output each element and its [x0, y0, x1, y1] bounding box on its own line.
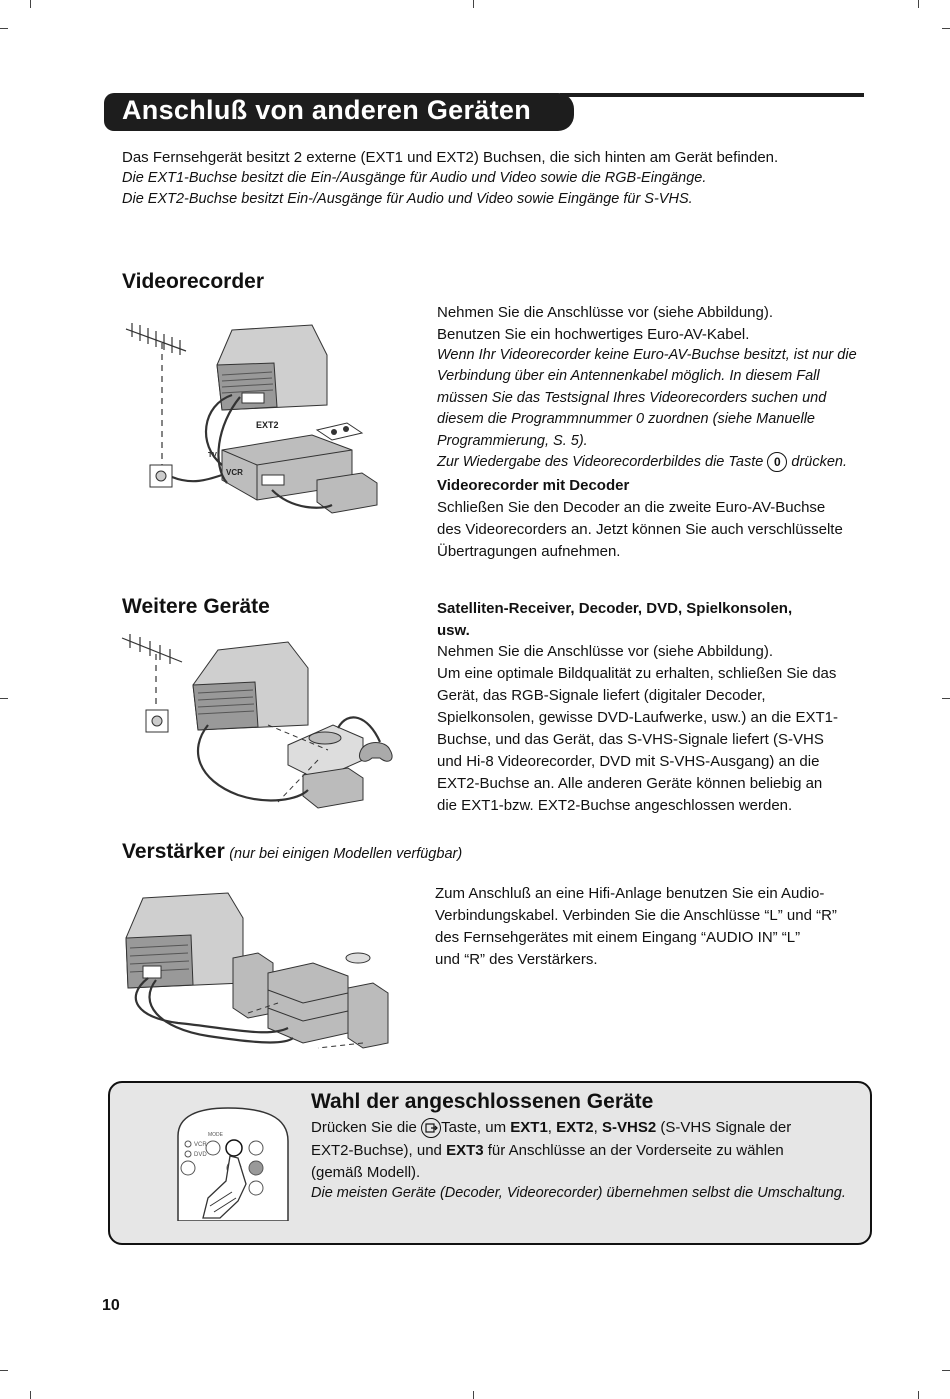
amp-l3: des Fernsehgerätes mit einem Eingang “AUDIO IN” “L”: [435, 929, 801, 946]
zero-key-icon: 0: [767, 452, 787, 472]
crop-mark: [942, 698, 950, 699]
vcr-s1: Schließen Sie den Decoder an die zweite Euro-AV-Buchse: [437, 499, 826, 516]
remote-dvd-label: DVD: [194, 1152, 207, 1158]
page-number: 10: [102, 1297, 120, 1314]
page-title: Anschluß von anderen Geräten: [122, 95, 531, 125]
other-l8: die EXT1-bzw. EXT2-Buchse angeschlossen werden.: [437, 797, 793, 814]
intro-line-3: Die EXT2-Buchse besitzt Ein-/Ausgänge für Audio und Video sowie Eingänge für S-VHS.: [122, 191, 693, 207]
vcr-i3: müssen Sie das Testsignal Ihres Videorecorders suchen und: [437, 390, 827, 406]
crop-mark: [30, 0, 31, 8]
amplifier-illustration: [118, 888, 398, 1058]
remote-control-illustration: [168, 1106, 298, 1221]
vcr-heading: Videorecorder: [122, 270, 265, 293]
other-sub-2: usw.: [437, 622, 470, 639]
crop-mark: [0, 1370, 8, 1371]
amp-heading-row: [122, 840, 462, 865]
remote-vcr-label: VCR: [194, 1142, 207, 1148]
select-l1c: (S-VHS Signale der: [660, 1119, 792, 1136]
vcr-s2: des Videorecorders an. Jetzt können Sie auch verschlüsselte: [437, 521, 843, 538]
remote-mode-label: MODE: [208, 1132, 223, 1138]
crop-mark: [918, 0, 919, 8]
select-l1b: Taste, um: [441, 1119, 507, 1136]
amp-l2: Verbindungskabel. Verbinden Sie die Anschlüsse “L” und “R”: [435, 907, 837, 924]
vcr-s3: Übertragungen aufnehmen.: [437, 543, 621, 560]
title-rule: [560, 93, 864, 97]
vcr-i4: diesem die Programmnummer 0 zuordnen (siehe Manuelle: [437, 411, 815, 427]
ext3-label: EXT3: [446, 1142, 484, 1159]
ext2-label: EXT2: [556, 1119, 594, 1136]
select-l1a: Drücken Sie die: [311, 1119, 417, 1136]
vcr-sub-heading: Videorecorder mit Decoder: [437, 477, 630, 494]
crop-mark: [942, 28, 950, 29]
crop-mark: [0, 28, 8, 29]
select-line-2: [311, 1140, 784, 1162]
crop-mark: [0, 698, 8, 699]
av-source-key-icon: [421, 1118, 441, 1138]
crop-mark: [473, 1391, 474, 1399]
select-line-3: (gemäß Modell).: [311, 1164, 421, 1181]
other-l5: Buchse, und das Gerät, das S-VHS-Signale liefert (S-VHS: [437, 731, 824, 748]
select-line-4: Die meisten Geräte (Decoder, Videorecorder) übernehmen selbst die Umschaltung.: [311, 1185, 846, 1201]
comma-2: ,: [593, 1119, 598, 1136]
vcr-p1: Nehmen Sie die Anschlüsse vor (siehe Abbildung).: [437, 304, 774, 321]
vcr-i6b: drücken.: [791, 454, 848, 470]
vcr-i1: Wenn Ihr Videorecorder keine Euro-AV-Buchse besitzt, ist nur die: [437, 347, 857, 363]
vcr-i5: Programmierung, S. 5).: [437, 433, 588, 449]
crop-mark: [942, 1370, 950, 1371]
select-l2b: für Anschlüsse an der Vorderseite zu wählen: [487, 1142, 784, 1159]
svhs2-label: S-VHS2: [601, 1119, 657, 1136]
intro-line-1: Das Fernsehgerät besitzt 2 externe (EXT1 und EXT2) Buchsen, die sich hinten am Gerät befinden.: [122, 149, 779, 166]
vcr-connection-illustration: [122, 315, 422, 520]
amp-l4: und “R” des Verstärkers.: [435, 951, 598, 968]
other-l7: EXT2-Buchse an. Alle anderen Geräte können beliebig an: [437, 775, 823, 792]
comma-1: ,: [547, 1119, 552, 1136]
other-sub-1: Satelliten-Receiver, Decoder, DVD, Spielkonsolen,: [437, 600, 793, 617]
other-l2: Um eine optimale Bildqualität zu erhalten, schließen Sie das: [437, 665, 837, 682]
ext2-label: EXT2: [256, 420, 279, 430]
vcr-p2: Benutzen Sie ein hochwertiges Euro-AV-Kabel.: [437, 326, 750, 343]
vcr-i6: [437, 452, 847, 473]
tv-label: TV: [208, 452, 217, 459]
vcr-label: VCR: [226, 468, 243, 477]
other-l4: Spielkonsolen, gewisse DVD-Laufwerke, usw.) an die EXT1-: [437, 709, 839, 726]
other-l6: und Hi-8 Videorecorder, DVD mit S-VHS-Ausgang) an die: [437, 753, 820, 770]
select-line-1: [311, 1117, 791, 1139]
select-l2a: EXT2-Buchse), und: [311, 1142, 442, 1159]
crop-mark: [473, 0, 474, 8]
crop-mark: [918, 1391, 919, 1399]
amp-l1: Zum Anschluß an eine Hifi-Anlage benutzen Sie ein Audio-: [435, 885, 825, 902]
vcr-i6a: Zur Wiedergabe des Videorecorderbildes die Taste: [437, 454, 764, 470]
other-devices-illustration: [118, 630, 418, 815]
vcr-i2: Verbindung über ein Antennenkabel möglich. In diesem Fall: [437, 368, 820, 384]
ext1-label: EXT1: [510, 1119, 548, 1136]
crop-mark: [30, 1391, 31, 1399]
intro-line-2: Die EXT1-Buchse besitzt die Ein-/Ausgänge für Audio und Video sowie die RGB-Eingänge.: [122, 170, 707, 186]
select-heading: Wahl der angeschlossenen Geräte: [311, 1090, 654, 1113]
other-l3: Gerät, das RGB-Signale liefert (digitaler Decoder,: [437, 687, 766, 704]
other-l1: Nehmen Sie die Anschlüsse vor (siehe Abbildung).: [437, 643, 774, 660]
other-heading: Weitere Geräte: [122, 595, 270, 618]
amp-heading: Verstärker: [122, 840, 225, 863]
amp-note: (nur bei einigen Modellen verfügbar): [229, 846, 463, 862]
